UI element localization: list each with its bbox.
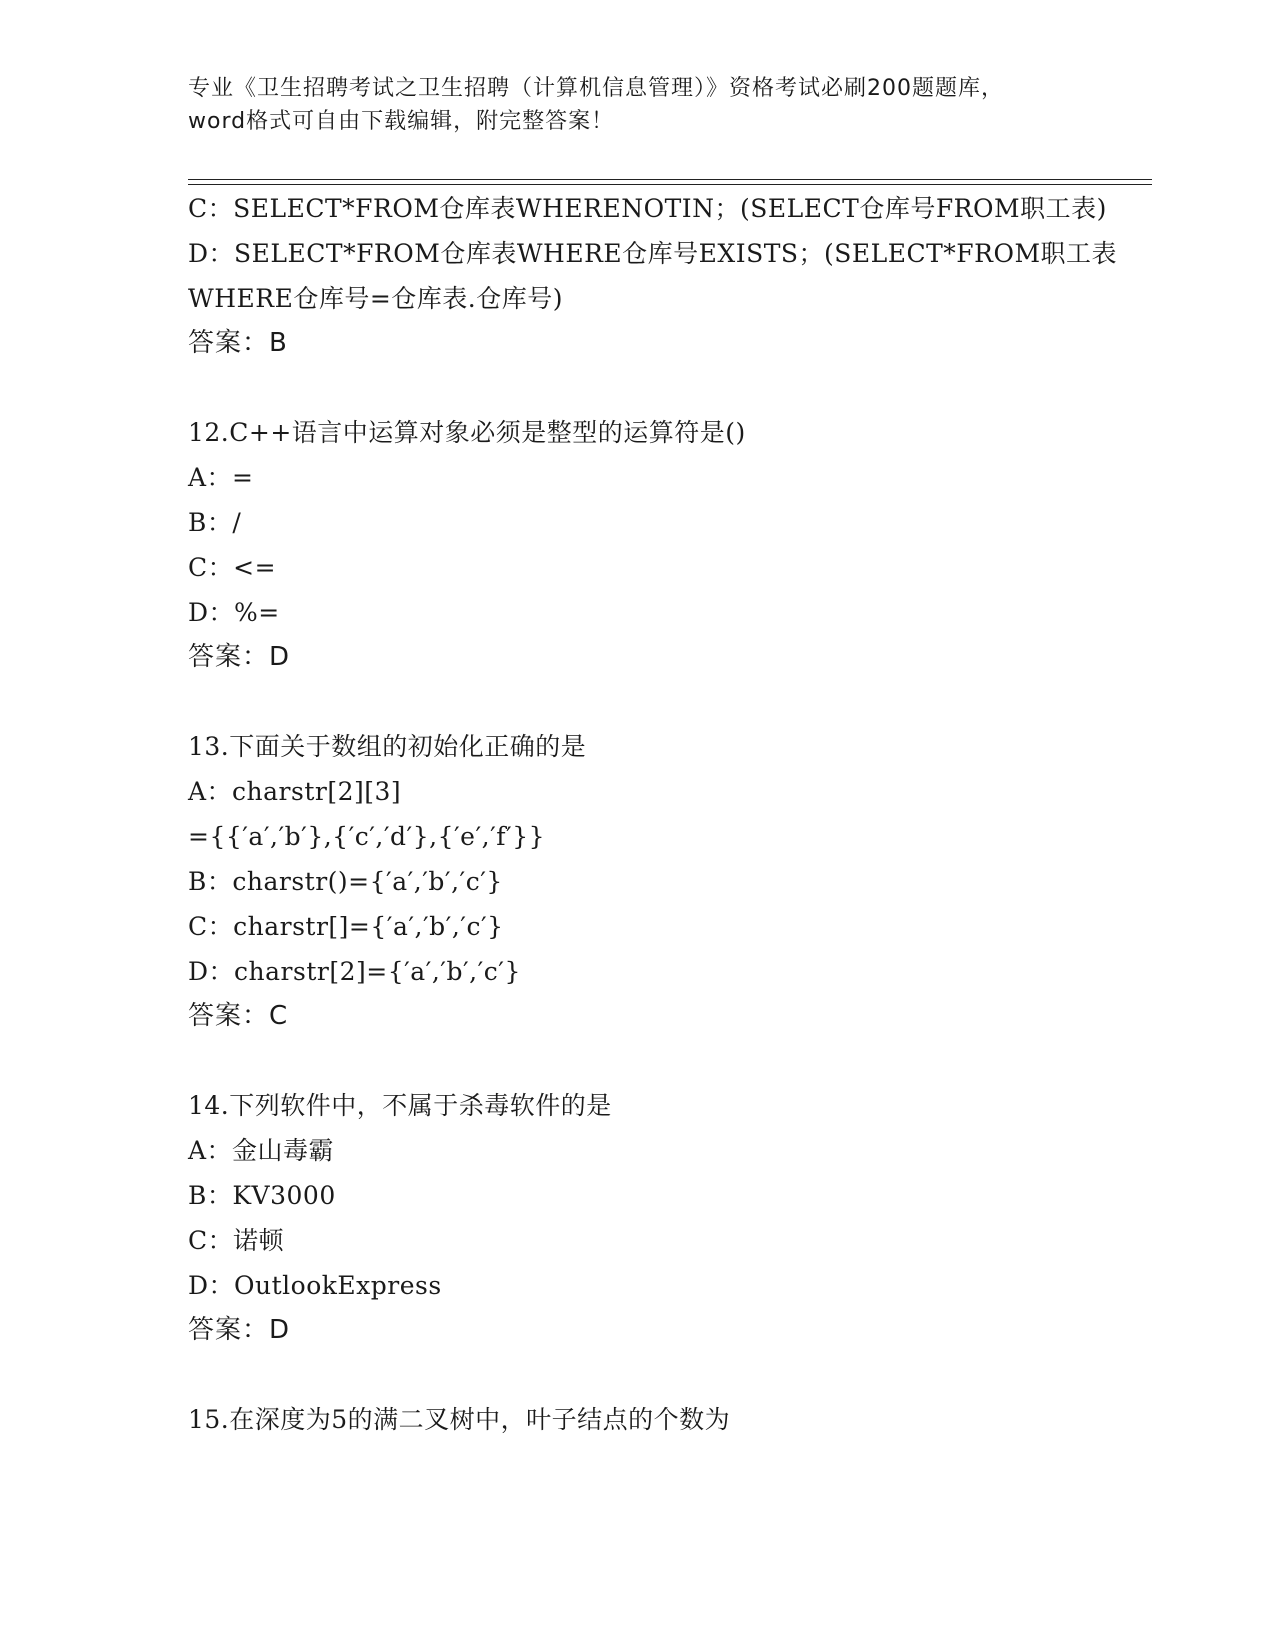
q13-option-c: C：charstr[]={′a′,′b′,′c′} <box>188 912 504 941</box>
q13-option-b: B：charstr()={′a′,′b′,′c′} <box>188 867 503 896</box>
q12-option-a: A：= <box>188 463 254 492</box>
q13-option-a-line1: A：charstr[2][3] <box>188 777 402 806</box>
q14-answer: 答案：D <box>188 1315 291 1345</box>
q14-question: 14.下列软件中，不属于杀毒软件的是 <box>188 1091 612 1120</box>
q13-option-a-line2: ={{′a′,′b′},{′c′,′d′},{′e′,′f′}} <box>188 822 546 851</box>
q11-option-d-line1: D：SELECT*FROM仓库表WHERE仓库号EXISTS；(SELECT*FROM职工表 <box>188 239 1118 268</box>
q11-answer: 答案：B <box>188 328 288 358</box>
q14-option-d: D：OutlookExpress <box>188 1271 442 1300</box>
q15-question: 15.在深度为5的满二叉树中，叶子结点的个数为 <box>188 1405 731 1434</box>
q12-question: 12.C++语言中运算对象必须是整型的运算符是() <box>188 418 746 447</box>
q14-option-c: C：诺顿 <box>188 1226 285 1255</box>
q14-option-b: B：KV3000 <box>188 1181 336 1210</box>
header-divider-top <box>188 179 1152 180</box>
document-header <box>188 72 1088 138</box>
q11-option-d-line2: WHERE仓库号=仓库表.仓库号) <box>188 284 563 313</box>
q13-option-d: D：charstr[2]={′a′,′b′,′c′} <box>188 957 521 986</box>
q12-option-d: D：%= <box>188 598 280 627</box>
header-divider-bottom <box>188 184 1152 185</box>
q14-option-a: A：金山毒霸 <box>188 1136 335 1165</box>
q11-option-c: C：SELECT*FROM仓库表WHERENOTIN；(SELECT仓库号FROM职工表) <box>188 194 1107 223</box>
q12-option-b: B：/ <box>188 508 242 537</box>
header-title-line: 专业《卫生招聘考试之卫生招聘（计算机信息管理）》资格考试必刷200题题库， <box>188 76 1004 101</box>
q12-answer: 答案：D <box>188 642 291 672</box>
q13-question: 13.下面关于数组的初始化正确的是 <box>188 732 587 761</box>
q12-option-c: C：<= <box>188 553 277 582</box>
header-subtitle-line: word格式可自由下载编辑，附完整答案！ <box>188 109 615 134</box>
q13-answer: 答案：C <box>188 1001 289 1031</box>
